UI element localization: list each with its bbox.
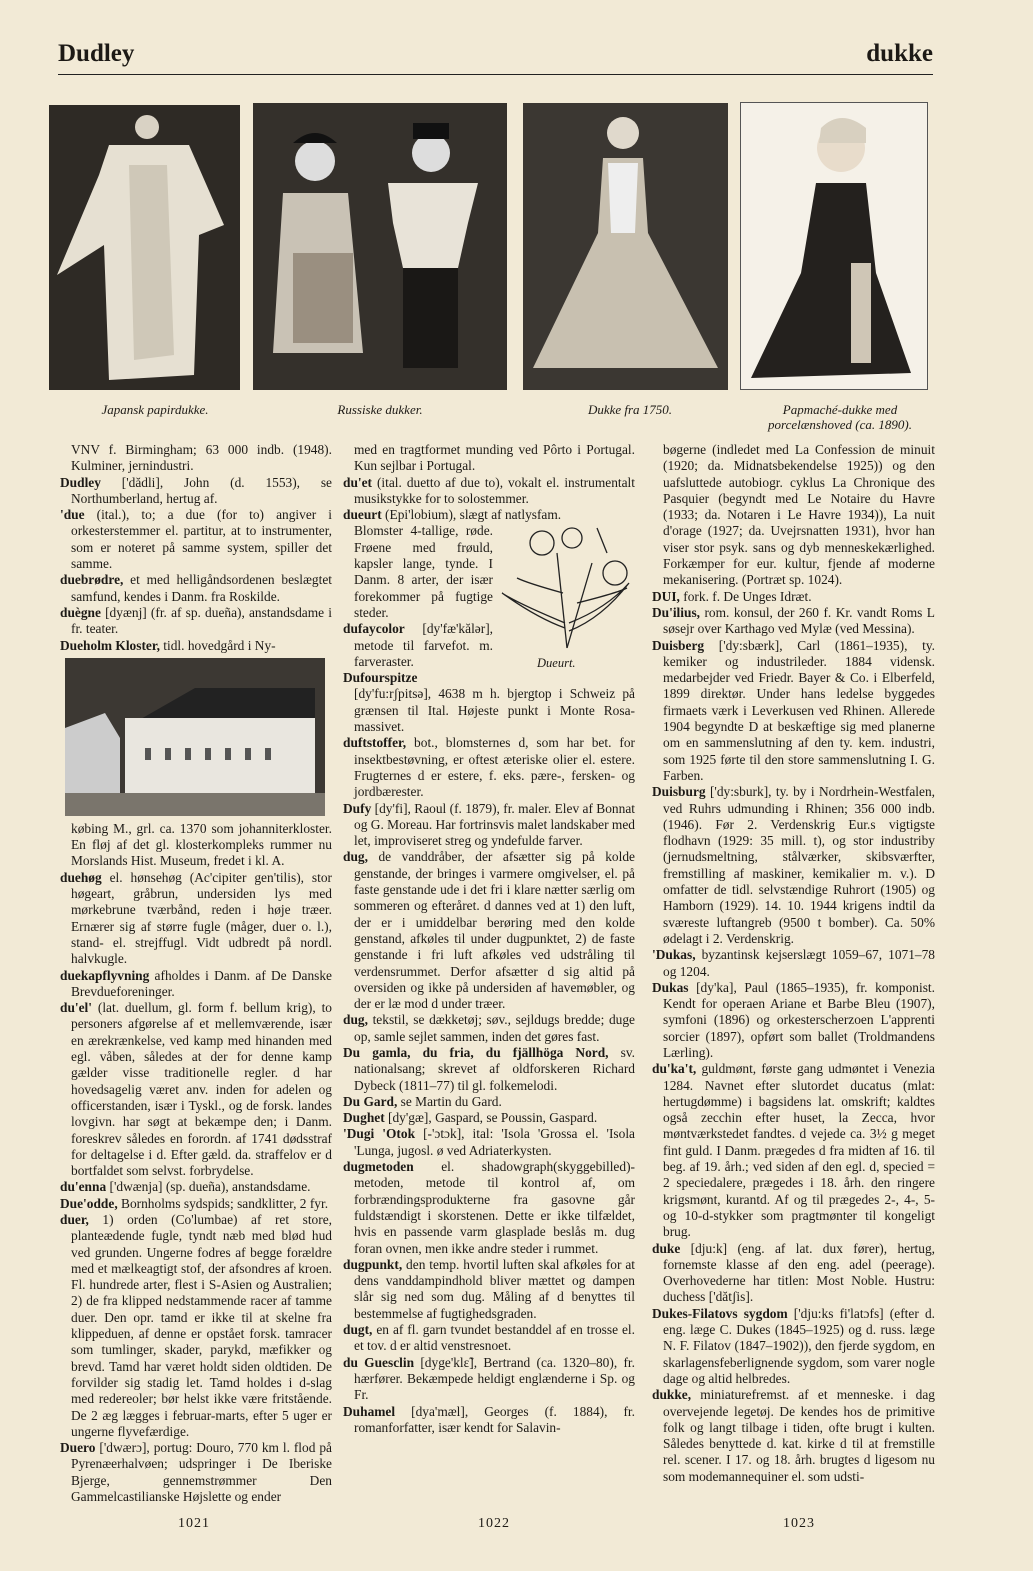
entry-text: ['dwænja] (sp. dueña), anstandsdame. [106, 1179, 311, 1195]
entry-text: med en tragtformet munding ved Pôrto i Portugal. Kun sejlbar i Portugal. [354, 442, 635, 474]
entry-text: (ital.), to; a due (for to) angiver i orkesterstemmer el. partitur, at to instrumenter, som er noteret på samme system, spiller det samme. [71, 507, 332, 572]
entry-text: el. hønsehøg (Ac'cipiter gen'tilis), stor høgeart, gråbrun, undersiden lys med mørkebrune tværbånd, reden i høje træer. Ernærer sig af større fugle (måger, duer o. l.), stand- el. strejffugl. Vidt udbredt på nordl. halvkugle. [71, 869, 332, 967]
entry-text: ['dy:sbærk], Carl (1861–1935), ty. kemiker og industrileder. 1884 vidensk. medarbejder ved Friedr. Bayer & Co. i Elberfeld, 1899 direktør. Under hans ledelse byggedes firmaets værk i Leverkusen ved Rhinen. Allerede 1904 begyndte D at beskæftige sig med planerne om en sammenslutning af den ty. kem. industri, som 1925 førte til den store sammenslutning I. G. Farben. [663, 637, 935, 783]
entry-headword: 'Dukas, [652, 947, 696, 963]
entry-text: bot., blomsternes d, som har bet. for insektbestøvning, er oftest æteriske olier el. estere. Frugternes d er estere, f. eks. pære-, fersken- og jordbærester. [354, 735, 635, 800]
entry-text: ['dju:ks fi'latɔfs] (efter d. eng. læge C. Dukes (1845–1925) og d. russ. læge N. F. Filatov (1847–1902)), den fjerde sygdom, en skarlagensfeberlignende sygdom, som varer nogle dage og altid helbredes. [663, 1305, 935, 1386]
photo-papier-mache-doll [740, 102, 928, 390]
entry-headword: 'due [60, 507, 85, 523]
entry-text: [dy'ka], Paul (1865–1935), fr. komponist. Kendt for operaen Ariane et Barbe Bleu (1907), symfoni (1896) og orkesterscherzoen L'apprenti sorcier (1897), opført som ballet (Troldmandens Lærling). [663, 979, 935, 1060]
entry-headword: Duero [60, 1440, 96, 1456]
page-number-1021: 1021 [178, 1516, 210, 1531]
entry-text: [dy'fi], Raoul (f. 1879), fr. maler. Elev af Bonnat og G. Moreau. Har fortrinsvis malet landskaber med let, improviseret streg og yndefulde farver. [354, 800, 635, 849]
dictionary-entry [343, 442, 635, 475]
photo-russian-dolls [253, 103, 507, 390]
header-rule [58, 74, 933, 75]
dictionary-entry [60, 1179, 332, 1195]
dictionary-entry [343, 1257, 635, 1322]
entry-headword: Du Gard, [343, 1093, 398, 1109]
entry-text: (lat. duellum, gl. form f. bellum krig), to personers afgørelse af et mellemværende, især en ærekrænkelse, ved kamp med hinanden med egl. våben, således at der for denne kamp gælder visse traditionelle regler. d har hovedsagelig været anv. inden for adelen og officerstanden, især i Tyskl., og de forsk. landes lovgivn. har søgt at bekæmpe den; i Danm. foreskrev således en forordn. af 1741 dødsstraf for deltagelse i d. Efter gæld. da. straffelov er d bortfaldet som selvst. forbrydelse. [71, 1000, 332, 1179]
entry-headword: Duisberg [652, 637, 705, 653]
dictionary-entry [60, 442, 332, 475]
dictionary-entry [60, 572, 332, 605]
dictionary-entry [343, 1126, 635, 1159]
flower-drawing-icon [497, 523, 635, 653]
entry-headword: dufaycolor [343, 621, 405, 637]
entry-headword: dukke, [652, 1387, 692, 1403]
dictionary-entry [60, 507, 332, 572]
entry-headword: dugmetoden [343, 1159, 414, 1175]
entry-text: fork. f. De Unges Idræt. [679, 588, 812, 604]
illustration-dueurt [497, 523, 635, 671]
entry-text: [dya'mæl], Georges (f. 1884), fr. romanforfatter, især kendt for Salavin- [354, 1403, 635, 1435]
dictionary-entry [652, 1061, 935, 1240]
entry-text: el. shadowgraph(skyggebilled)-metoden, metode til kontrol af, om forbrændingsprodukterne fra gasovne går fuldstændigt i skorstenen. Dette er ikke tilfældet, hvis en passende varm glasplade beslås m. dug foran ovnen, men ikke andre steder i rummet. [354, 1159, 635, 1256]
entry-headword: Duhamel [343, 1403, 396, 1419]
entry-headword: du Guesclin [343, 1354, 415, 1370]
dictionary-entry [343, 1110, 635, 1126]
entry-headword: duer, [60, 1211, 89, 1227]
caption-russian-dolls: Russiske dukker. [337, 402, 423, 417]
dictionary-entry [343, 849, 635, 1012]
dictionary-entry [60, 870, 332, 968]
entry-text: 1) orden (Co'lumbae) af ret store, planteædende fugle, tyndt næb med blød hud ved grunden. Ungerne fodres af begge forældre med et mælkeagtigt stof, der afsondres af kroen. Fl. hundrede arter, flest i S-Asien og Australien; 2) de fra klipped nedstammende racer af tamme duer. Den opr. tamd er ikke til at skelne fra klippeduen, af denne er opstået forsk. tamracer som tumlinger, skader, parykd, mæfikker og brevd. Tamd har været holdt siden oldtiden. De forvilder sig stadig let. Tamd holdes i d-slag med redereoler; bør helst ikke være fritstående. De 2 æg lægges i februar-marts, efter 5 uger er ungerne flyvefærdige. [71, 1211, 332, 1439]
entry-text: [dy'fu:rʃpitsə], 4638 m h. bjergtop i Schweiz på grænsen til Ital. Højeste punkt i Monte Rosa-massivet. [354, 686, 635, 735]
dictionary-entry [652, 605, 935, 638]
entry-text: sv. nationalsang; skrevet af oldforskeren Richard Dybeck (1811–77) til gl. folkemelodi. [354, 1044, 635, 1093]
entry-text: tekstil, se dækketøj; søv., sejldugs bredde; duge op, samle sejlet sammen, inden det gøres fast. [354, 1012, 635, 1044]
entry-text: [dyge'klɛ̃], Bertrand (ca. 1320–80), fr. hærfører. Bekæmpede heldigt englænderne i Sp. og Fr. [354, 1354, 636, 1403]
entry-headword: Du'ilius, [652, 604, 701, 620]
entry-headword: Dufy [343, 800, 372, 816]
entry-headword: duègne [60, 604, 101, 620]
running-head-right: dukke [866, 40, 933, 67]
entry-text: VNV f. Birmingham; 63 000 indb. (1948). Kulminer, jernindustri. [71, 442, 332, 474]
dictionary-entry [343, 1045, 635, 1094]
dictionary-entry [343, 1355, 635, 1404]
entry-text: ['dădli], John (d. 1553), se Northumberland, hertug af. [71, 474, 332, 506]
dictionary-entry [343, 801, 635, 850]
dictionary-entry [652, 638, 935, 785]
entry-text: en af fl. garn tvundet bestanddel af en trosse el. et tov. d er altid venstresnoet. [354, 1322, 635, 1354]
entry-headword: Due'odde, [60, 1195, 118, 1211]
dictionary-entry [343, 1322, 635, 1355]
entry-text: rom. konsul, der 260 f. Kr. vandt Roms L søsejr over Karthago ved Mylæ (ved Messina). [663, 604, 935, 637]
dictionary-entry [343, 1159, 635, 1257]
dictionary-entry [652, 442, 935, 589]
entry-headword: Dudley [60, 474, 101, 490]
entry-text: miniaturefremst. af et menneske. i dag overvejende legetøj. De kendes hos de primitive folk og langt tilbage i tiden, ofte brugt i kulten. Således benyttede d. kat. kirke d til at fremstille rel. scener. I 17. og 18. årh. brugtes d ligesom nu som modemannequiner el. som udsti- [663, 1387, 935, 1484]
entry-headword: Dufourspitze [343, 670, 418, 686]
entry-headword: Du gamla, du fria, du fjällhöga Nord, [343, 1044, 609, 1060]
entry-headword: duftstoffer, [343, 735, 407, 751]
plant-caption: Dueurt. [537, 656, 576, 671]
entry-text: Bornholms sydspids; sandklitter, 2 fyr. [117, 1195, 329, 1211]
entry-headword: dugpunkt, [343, 1256, 403, 1272]
entry-text: guldmønt, første gang udmøntet i Venezia 1284. Navnet efter slutordet ducatus (mlat: hertugdømme) i bagsidens lat. omskrift; kaldtes også zecchin efter huset, la Zecca, hvor møntværkstedet fandtes. d vejede ca. 3½ g meget fint guld. I Danm. prægedes d fra midten af 16. til beg. af 19. årh.; ved siden af den egl. d, specied = 2 speciedalere, prægedes i 18. årh. den ringere krigsmønt, kurantd. Af og til prægedes 2-, 4-, 5- og 10-d-stykker som pragtmønter til kongeligt brug. [663, 1061, 935, 1240]
dictionary-entry [343, 475, 635, 508]
column-2 [343, 442, 635, 1436]
dictionary-entry [652, 980, 935, 1061]
page-number-1022: 1022 [478, 1516, 510, 1531]
entry-headword: dug, [343, 849, 368, 865]
caption-papier-mache-doll: Papmaché-dukke med porcelænshoved (ca. 1890). [768, 402, 912, 432]
entry-headword: DUI, [652, 588, 680, 604]
entry-headword: dueurt [343, 507, 382, 523]
page-number-1023: 1023 [783, 1516, 815, 1531]
photo-dueholm-kloster [65, 658, 325, 816]
entry-text: bøgerne (indledet med La Confession de minuit (1920; da. Midnatsbekendelse 1925)) og den uafsluttede autobiogr. cyklus La Chronique des Pasquier (begyndt med Le Notaire du Havre (1933; da. Notaren i Le Havre 1934)), La nuit d'orage (1927; da. Uvejrsnatten 1931), hvor han viser stor psyk. sans og dyb menneskekærlighed. Forkæmper for eur. kultur, fjende af moderne mekanisering. (Portræt sp. 1024). [663, 442, 935, 588]
running-head-left: Dudley [58, 40, 135, 67]
entry-headword: 'Dugi 'Otok [343, 1126, 416, 1142]
dictionary-entry [343, 670, 635, 735]
photo-doll-1750 [523, 103, 728, 390]
dictionary-entry [60, 605, 332, 638]
entry-headword: Dukes-Filatovs sygdom [652, 1305, 788, 1321]
entry-text: byzantinsk kejserslægt 1059–67, 1071–78 og 1204. [663, 947, 935, 979]
entry-headword: Dukas [652, 979, 689, 995]
entry-headword: du'el' [60, 1000, 92, 1016]
entry-text: tidl. hovedgård i Ny- [159, 637, 276, 653]
entry-text: se Martin du Gard. [397, 1093, 502, 1109]
entry-text: (Epi'lobium), slægt af natlysfam. [381, 507, 562, 523]
entry-text: [dyænj] (fr. af sp. dueña), anstandsdame i fr. teater. [71, 604, 332, 637]
caption-japanese-doll: Japansk papirdukke. [101, 402, 209, 417]
caption-doll-1750: Dukke fra 1750. [587, 402, 673, 417]
entry-headword: du'ka't, [652, 1061, 697, 1077]
column-1 [60, 442, 332, 1505]
entry-headword: duebrødre, [60, 572, 124, 588]
entry-headword: duekapflyvning [60, 967, 150, 983]
dictionary-entry [652, 947, 935, 980]
entry-text: de vanddråber, der afsætter sig på kolde genstande, der bringes i varmere omgivelser, el. på faste genstande ude i det fri i klare nætter særlig om sommeren og efteråret. d dannes ved at 1) den luft, der er i umiddelbar berøring med den kolde genstand, afkøles til under dugpunktet, 2) de faste genstande i fri luft afkøles ved udstråling til verdensrummet. Derfor afsætter d sig altid på oversiden og ikke på undersiden af havemøbler, og der er læ mod d under træer. [354, 849, 635, 1012]
entry-text: [dju:k] (eng. af lat. dux fører), hertug, fornemste klasse af den eng. adel (peerage). Overhovederne har titlen: Most Noble. Hustru: duchess ['dătʃis]. [663, 1240, 935, 1305]
photo-japanese-paper-doll [49, 105, 240, 390]
dictionary-entry [60, 1196, 332, 1212]
dictionary-entry [60, 1212, 332, 1440]
entry-headword: Duisburg [652, 784, 706, 800]
dictionary-entry [652, 1306, 935, 1387]
dictionary-entry [343, 1094, 635, 1110]
entry-headword: Dueholm Kloster, [60, 637, 160, 653]
dictionary-entry [60, 1440, 332, 1505]
dictionary-entry [343, 1012, 635, 1045]
dictionary-entry [60, 821, 332, 870]
entry-headword: du'et [343, 474, 373, 490]
entry-text: ['dwærɔ], portug: Douro, 770 km l. flod på Pyrenæerhalvøen; udspringer i De Iberiske Bjerge, gennemstrømmer Den Gammelcastilianske Højslette og ender [71, 1440, 332, 1505]
dictionary-entry [343, 735, 635, 800]
entry-headword: Dughet [343, 1110, 385, 1126]
entry-text: afholdes i Danm. af De Danske Brevdueforeninger. [71, 967, 332, 999]
entry-text: [dy'gæ], Gaspard, se Poussin, Gaspard. [384, 1110, 598, 1126]
entry-text: den temp. hvortil luften skal afkøles for at dens vanddampindhold bliver mættet og dampen slår sig ned som dug. Måling af d benyttes til bestemmelse af fugtighedsgraden. [354, 1256, 635, 1321]
entry-text: Blomster 4-tallige, røde. Frøene med frøuld, kapsler lange, tynde. I Danm. 8 arter, der især forekommer på fugtige steder. [354, 523, 493, 620]
dictionary-entry [60, 638, 332, 654]
entry-text: [-'ɔtɔk], ital: 'Isola 'Grossa el. 'Isola 'Lunga, jugosl. ø ved Adriaterkysten. [354, 1126, 635, 1158]
entry-headword: dug, [343, 1012, 368, 1028]
entry-headword: dugt, [343, 1322, 373, 1338]
dictionary-entry [343, 507, 635, 523]
dictionary-entry [60, 968, 332, 1001]
dictionary-entry [652, 1241, 935, 1306]
dictionary-entry [60, 1000, 332, 1179]
entry-text: (ital. duetto af due to), vokalt el. instrumentalt musikstykke for to solostemmer. [354, 474, 635, 506]
entry-text: et med helligåndsordenen beslægtet samfund, kendes i Danm. fra Roskilde. [71, 572, 332, 604]
column-3 [652, 442, 935, 1485]
entry-headword: duke [652, 1240, 681, 1256]
dictionary-entry [652, 1387, 935, 1485]
entry-text: ['dy:sburk], ty. by i Nordrhein-Westfalen, ved Ruhrs udmunding i Rhinen; 356 000 indb. (1946). Før 2. Verdenskrig Eur.s vigtigste flodhavn (1929: 35 mill. t), og stor industriby (jernudsmeltning, stålværker, skibsværfter, fremstilling af maskiner, kemikalier m. v.). D omfatter de tidl. selvstændige Ruhrort (1905) og Hamborn (1929). 14. 10. 1944 krigens indtil da sværeste luftangreb (9500 t bomber). Ca. 50% ødelagt i 2. Verdenskrig. [663, 784, 935, 946]
entry-headword: duehøg [60, 869, 102, 885]
dictionary-entry [652, 589, 935, 605]
dictionary-entry [60, 475, 332, 508]
entry-text: [dy'fæ'kălər], metode til farvefot. m. farveraster. [354, 621, 493, 669]
dictionary-entry [343, 1404, 635, 1437]
entry-text: købing M., grl. ca. 1370 som johanniterkloster. En fløj af det gl. klosterkompleks rummer nu Morslands Hist. Museum, fredet i kl. A. [71, 820, 332, 869]
dictionary-entry [652, 784, 935, 947]
entry-headword: du'enna [60, 1179, 107, 1195]
